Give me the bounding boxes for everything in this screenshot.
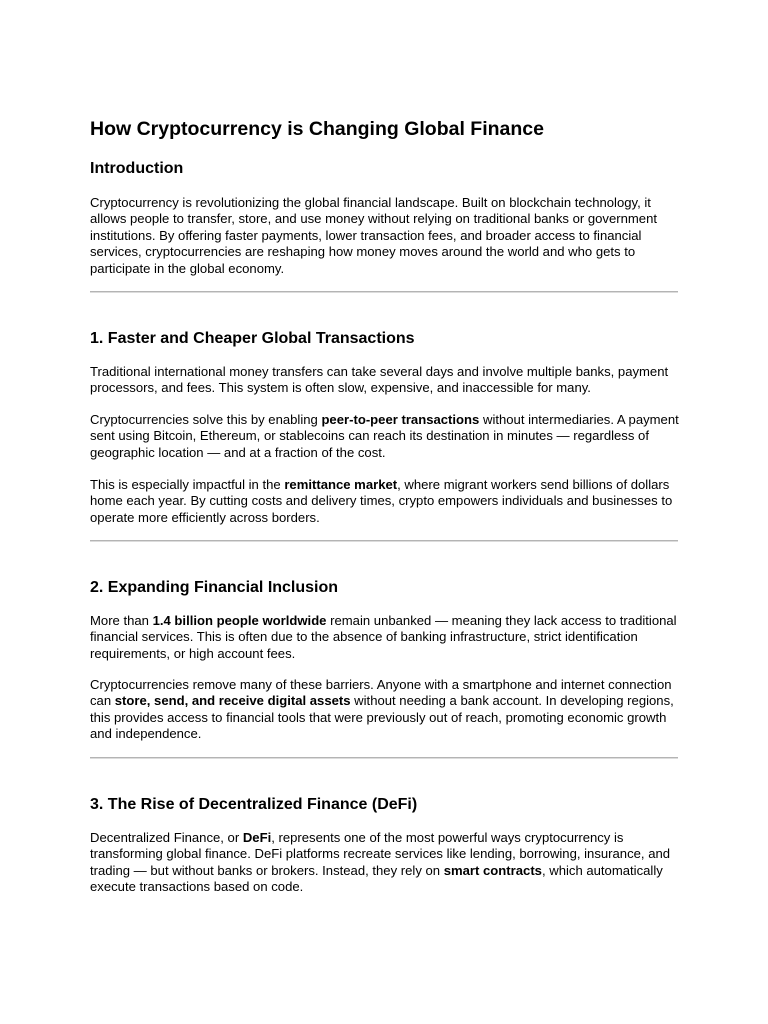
section3-paragraph-1: [90, 830, 680, 896]
bold-text: peer-to-peer transactions: [321, 412, 480, 427]
text-run: This is especially impactful in the: [90, 477, 285, 492]
intro-heading: Introduction: [90, 160, 184, 177]
text-run: Cryptocurrencies solve this by enabling: [90, 412, 322, 427]
section1-paragraph-2: [90, 412, 680, 461]
section1-heading: 1. Faster and Cheaper Global Transactions: [90, 330, 415, 347]
text-run: , which automatically execute transactions based on code.: [90, 862, 663, 895]
text-run: Cryptocurrencies remove many of these barriers. Anyone with a smartphone and internet connection can: [90, 677, 672, 709]
section1-paragraph-1: Traditional international money transfers can take several days and involve multiple banks, payment processors, and fees. This system is often slow, expensive, and inaccessible for many.: [90, 364, 669, 396]
text-run: without needing a bank account. In developing regions, this provides access to financial tools that were previously out of reach, promoting economic growth and independence.: [90, 693, 674, 742]
bold-text: smart contracts: [443, 862, 542, 878]
page-title: How Cryptocurrency is Changing Global Finance: [90, 118, 544, 140]
section2-paragraph-1: [90, 613, 680, 662]
bold-text: DeFi: [242, 830, 272, 845]
bold-text: 1.4 billion people worldwide: [152, 613, 327, 628]
text-run: More than: [90, 613, 153, 628]
bold-text: remittance market: [284, 477, 398, 492]
section2-paragraph-2: [90, 677, 680, 743]
section-divider: [90, 291, 678, 293]
text-run: , where migrant workers send billions of dollars home each year. By cutting costs and delivery times, crypto empowers individuals and businesses to operate more efficiently across borders.: [90, 477, 673, 525]
section-divider: [90, 540, 678, 542]
section-divider: [90, 757, 678, 759]
section2-heading: 2. Expanding Financial Inclusion: [90, 579, 339, 596]
intro-paragraph: Cryptocurrency is revolutionizing the global financial landscape. Built on blockchain technology, it allows people to transfer, store, and use money without relying on traditional banks or government institutions. By offering faster payments, lower transaction fees, and broader access to financial services, cryptocurrencies are reshaping how money moves around the world and who gets to participate in the global economy.: [90, 195, 657, 276]
text-run: Decentralized Finance, or: [90, 830, 243, 845]
text-run: , represents one of the most powerful ways cryptocurrency is transforming global finance. DeFi platforms recreate services like lending, borrowing, insurance, and trading — but without banks or brokers. Instead, they rely on: [90, 830, 671, 878]
text-run: without intermediaries. A payment sent using Bitcoin, Ethereum, or stablecoins can reach its destination in minutes — regardless of geographic location — and at a fraction of the cost.: [90, 412, 679, 460]
section1-paragraph-3: [90, 477, 680, 526]
section3-heading: 3. The Rise of Decentralized Finance (DeFi): [90, 796, 418, 813]
bold-text: store, send, and receive digital assets: [114, 693, 351, 709]
text-run: remain unbanked — meaning they lack access to traditional financial services. This is often due to the absence of banking infrastructure, strict identification requirements, or high account fees.: [90, 613, 677, 661]
